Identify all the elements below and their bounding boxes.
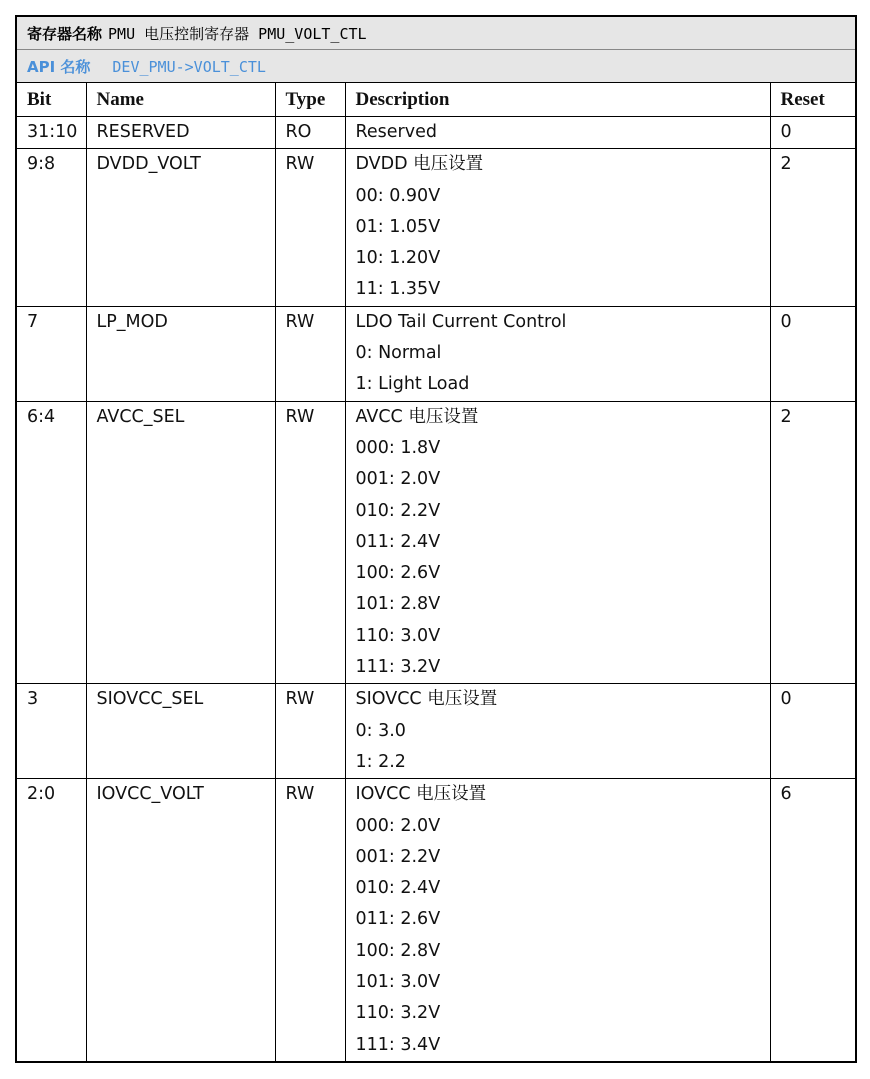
type-cell (275, 306, 345, 401)
description-line: 1: 2.2 (355, 751, 406, 772)
description-line: 111: 3.2V (355, 657, 441, 678)
name-cell-text: IOVCC_VOLT (96, 784, 204, 805)
type-cell-text: RW (285, 406, 315, 427)
description-line: 101: 2.8V (355, 594, 441, 615)
bit-cell-text: 7 (27, 311, 39, 332)
table-row (16, 306, 856, 401)
api-name-value: DEV_PMU->VOLT_CTL (112, 57, 266, 76)
description-cell (345, 149, 770, 306)
table-row (16, 779, 856, 1062)
column-header-bit: Bit (16, 83, 86, 117)
bit-cell-text: 2:0 (27, 784, 56, 805)
name-cell (86, 306, 275, 401)
description-line: 11: 1.35V (355, 279, 441, 300)
description-cell (345, 684, 770, 779)
description-line: 0: 3.0 (355, 720, 406, 741)
bit-cell (16, 117, 86, 149)
description-cell (345, 306, 770, 401)
column-header-description: Description (345, 83, 770, 117)
type-cell-text: RW (285, 311, 315, 332)
name-cell-text: AVCC_SEL (96, 406, 185, 427)
reset-cell-text: 0 (780, 689, 792, 710)
bit-cell (16, 149, 86, 306)
description-line: 110: 3.0V (355, 625, 441, 646)
description-line: 001: 2.2V (355, 846, 441, 867)
type-cell-text: RW (285, 689, 315, 710)
register-name-value: PMU 电压控制寄存器 PMU_VOLT_CTL (108, 24, 367, 43)
name-cell (86, 149, 275, 306)
register-name-row (16, 16, 856, 50)
type-cell (275, 149, 345, 306)
column-header-name: Name (86, 83, 275, 117)
register-name-label: 寄存器名称 (27, 24, 103, 43)
bit-cell-text: 31:10 (27, 122, 78, 142)
description-line: 110: 3.2V (355, 1003, 441, 1024)
description-line: 1: Light Load (355, 374, 470, 395)
name-cell-text: RESERVED (96, 122, 190, 142)
reset-cell-text: 6 (780, 784, 792, 805)
table-row (16, 684, 856, 779)
reset-cell (770, 306, 856, 401)
description-line: 001: 2.0V (355, 469, 441, 490)
type-cell (275, 779, 345, 1062)
register-table (15, 15, 857, 1063)
reset-cell-text: 2 (780, 154, 792, 175)
api-name-label: API 名称 (27, 57, 91, 76)
type-cell-text: RW (285, 154, 315, 175)
reset-cell-text: 0 (780, 122, 792, 142)
description-line: 010: 2.2V (355, 500, 441, 521)
bit-cell (16, 779, 86, 1062)
table-row (16, 117, 856, 149)
table-row (16, 401, 856, 684)
bit-cell (16, 306, 86, 401)
description-line: 000: 1.8V (355, 437, 441, 458)
type-cell (275, 684, 345, 779)
description-line: DVDD 电压设置 (355, 154, 484, 175)
description-line: 111: 3.4V (355, 1034, 441, 1055)
description-line: 10: 1.20V (355, 248, 441, 269)
description-cell (345, 401, 770, 684)
type-cell (275, 117, 345, 149)
api-name-cell (16, 50, 856, 83)
description-line: 101: 3.0V (355, 972, 441, 993)
table-row (16, 149, 856, 306)
register-name-cell (16, 16, 856, 50)
bit-cell-text: 6:4 (27, 406, 56, 427)
description-line: 01: 1.05V (355, 216, 441, 237)
description-line: 100: 2.6V (355, 563, 441, 584)
description-line: 0: Normal (355, 343, 442, 364)
name-cell (86, 779, 275, 1062)
bit-cell-text: 9:8 (27, 154, 56, 175)
name-cell (86, 684, 275, 779)
description-line: Reserved (355, 122, 437, 142)
reset-cell-text: 2 (780, 406, 792, 427)
reset-cell-text: 0 (780, 311, 792, 332)
description-line: 011: 2.6V (355, 909, 441, 930)
type-cell-text: RO (285, 122, 312, 142)
name-cell (86, 401, 275, 684)
description-cell (345, 117, 770, 149)
reset-cell (770, 149, 856, 306)
column-header-row (16, 83, 856, 117)
description-line: LDO Tail Current Control (355, 311, 567, 332)
reset-cell (770, 779, 856, 1062)
description-line: 010: 2.4V (355, 878, 441, 899)
bit-cell (16, 684, 86, 779)
name-cell-text: LP_MOD (96, 311, 168, 332)
api-name-row (16, 50, 856, 83)
description-line: 011: 2.4V (355, 531, 441, 552)
reset-cell (770, 117, 856, 149)
column-header-type: Type (275, 83, 345, 117)
name-cell (86, 117, 275, 149)
reset-cell (770, 684, 856, 779)
column-header-reset: Reset (770, 83, 856, 117)
reset-cell (770, 401, 856, 684)
name-cell-text: DVDD_VOLT (96, 154, 201, 175)
description-line: 100: 2.8V (355, 940, 441, 961)
description-line: IOVCC 电压设置 (355, 784, 487, 805)
description-cell (345, 779, 770, 1062)
description-line: AVCC 电压设置 (355, 406, 479, 427)
name-cell-text: SIOVCC_SEL (96, 689, 204, 710)
bit-cell-text: 3 (27, 689, 39, 710)
description-line: SIOVCC 电压设置 (355, 689, 498, 710)
description-line: 000: 2.0V (355, 815, 441, 836)
bit-cell (16, 401, 86, 684)
type-cell (275, 401, 345, 684)
description-line: 00: 0.90V (355, 185, 441, 206)
type-cell-text: RW (285, 784, 315, 805)
